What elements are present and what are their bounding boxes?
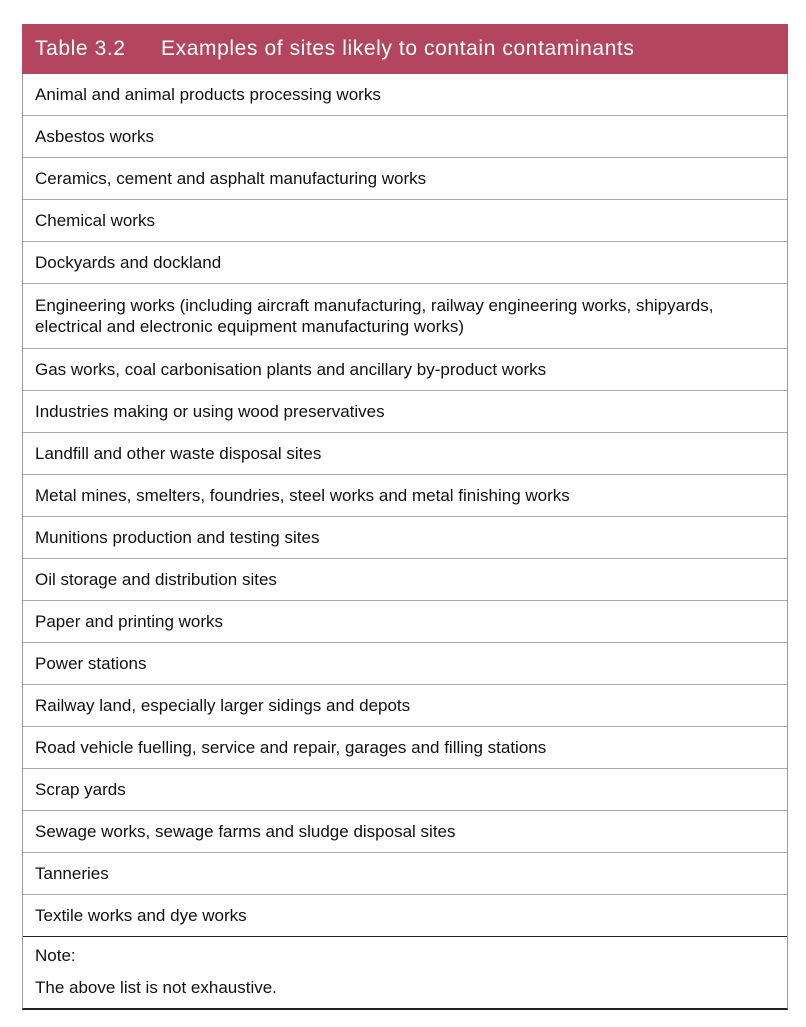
row-text: Ceramics, cement and asphalt manufacturing works [35,169,427,188]
table-row [23,200,787,242]
table-note [22,937,788,1010]
table-row [23,74,787,116]
row-text: Animal and animal products processing works [35,85,381,104]
table-row [23,242,787,284]
table-row [23,601,787,643]
table-row [23,391,787,433]
row-text: Paper and printing works [35,612,224,631]
row-text: Landfill and other waste disposal sites [35,444,322,463]
row-text: Railway land, especially larger sidings and depots [35,696,411,715]
row-text: Textile works and dye works [35,906,247,925]
note-label: Note: [35,946,76,965]
table-title: Examples of sites likely to contain contaminants [161,37,635,60]
table-row [23,895,787,937]
row-text: Munitions production and testing sites [35,528,320,547]
row-text: Engineering works (including aircraft manufacturing, railway engineering works, shipyards, electrical and electronic equipment manufacturing works) [35,296,714,336]
table-row [23,475,787,517]
note-text: The above list is not exhaustive. [35,978,277,997]
table-row [23,643,787,685]
table-header [22,24,788,74]
table-body [22,74,788,937]
table-row [23,811,787,853]
table-row [23,769,787,811]
table-row [23,349,787,391]
row-text: Oil storage and distribution sites [35,570,277,589]
row-text: Scrap yards [35,780,126,799]
table-row [23,685,787,727]
row-text: Sewage works, sewage farms and sludge disposal sites [35,822,456,841]
table-row [23,284,787,349]
row-text: Gas works, coal carbonisation plants and ancillary by-product works [35,360,547,379]
table-number: Table 3.2 [35,37,126,60]
row-text: Dockyards and dockland [35,253,222,272]
table-row [23,559,787,601]
row-text: Asbestos works [35,127,155,146]
row-text: Industries making or using wood preservatives [35,402,385,421]
row-text: Tanneries [35,864,109,883]
table-row [23,158,787,200]
table-row [23,727,787,769]
row-text: Power stations [35,654,147,673]
table-row [23,517,787,559]
table-row [23,116,787,158]
row-text: Chemical works [35,211,155,230]
contaminant-sites-table [22,24,788,1010]
row-text: Road vehicle fuelling, service and repair, garages and filling stations [35,738,547,757]
table-row [23,853,787,895]
row-text: Metal mines, smelters, foundries, steel works and metal finishing works [35,486,570,505]
table-row [23,433,787,475]
